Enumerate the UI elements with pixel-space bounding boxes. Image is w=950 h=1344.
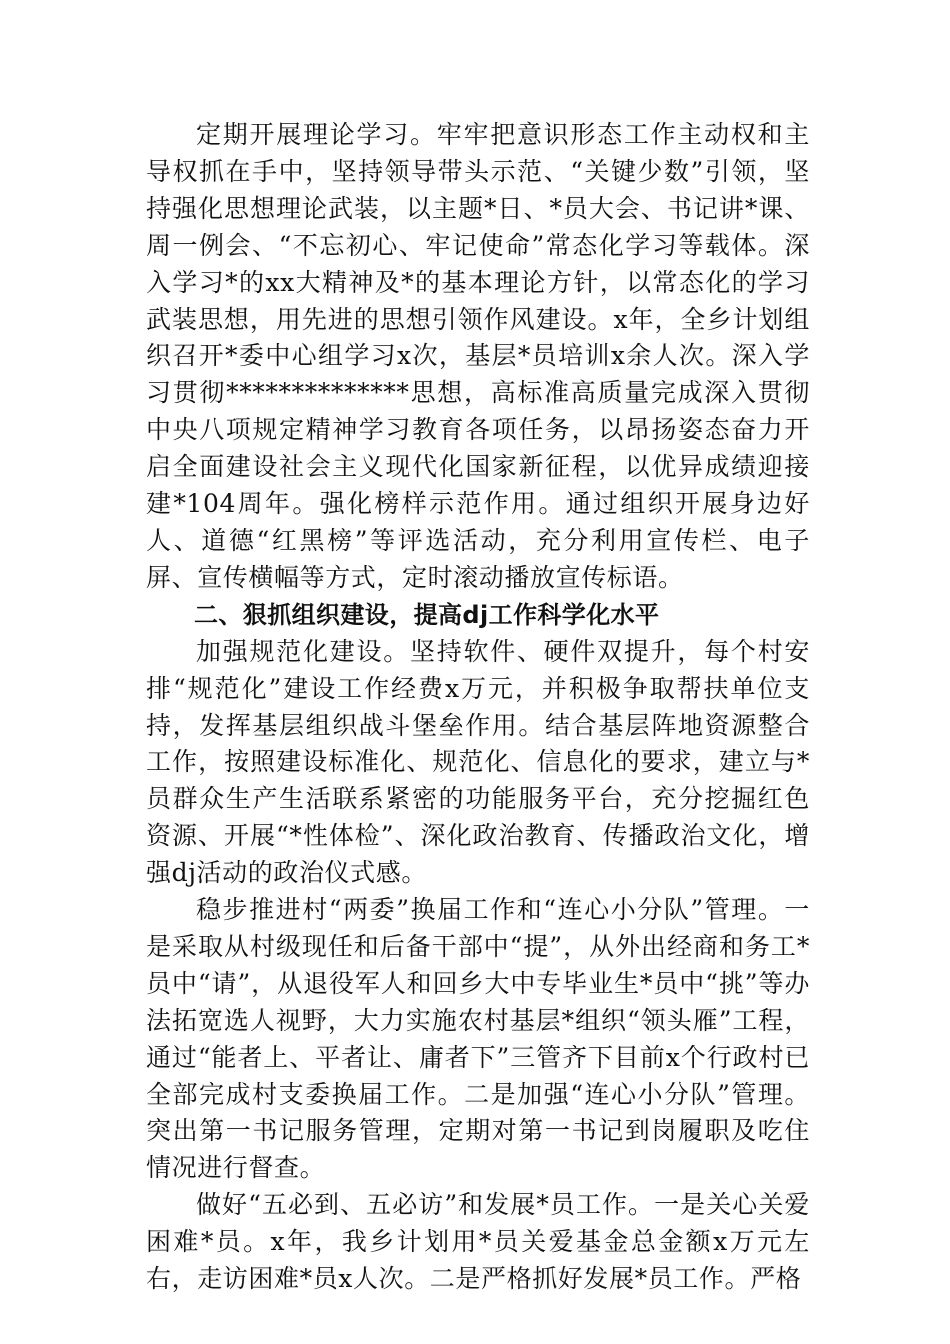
- paragraph-standardization: 加强规范化建设。坚持软件、硬件双提升，每个村安排“规范化”建设工作经费x万元，并积极争取帮扶单位支持，发挥基层组织战斗堡垒作用。结合基层阵地资源整合工作，按照建设标准化、规范化、信息化的要求，建立与*员群众生产生活联系紧密的功能服务平台，充分挖掘红色资源、开展“*性体检”、深化政治教育、传播政治文化，增强dj活动的政治仪式感。: [146, 636, 810, 888]
- document-body: [146, 117, 810, 1298]
- paragraph-village-election: 稳步推进村“两委”换届工作和“连心小分队”管理。一是采取从村级现任和后备干部中“提”，从外出经商和务工*员中“请”，从退役军人和回乡大中专毕业生*员中“挑”等办法拓宽选人视野，大力实施农村基层*组织“领头雁”工程，通过“能者上、平者让、庸者下”三管齐下目前x个行政村已全部完成村支委换届工作。二是加强“连心小分队”管理。突出第一书记服务管理，定期对第一书记到岗履职及吃住情况进行督查。: [146, 895, 810, 1183]
- section-heading-organization: 二、狠抓组织建设，提高dj工作科学化水平: [194, 600, 660, 629]
- paragraph-member-care: 做好“五必到、五必访”和发展*员工作。一是关心关爱困难*员。x年，我乡计划用*员关爱基金总金额x万元左右，走访困难*员x人次。二是严格抓好发展*员工作。严格: [146, 1190, 810, 1294]
- paragraph-theory-study: 定期开展理论学习。牢牢把意识形态工作主动权和主导权抓在手中，坚持领导带头示范、“关键少数”引领，坚持强化思想理论武装，以主题*日、*员大会、书记讲*课、周一例会、“不忘初心、牢记使命”常态化学习等载体。深入学习*的xx大精神及*的基本理论方针，以常态化的学习武装思想，用先进的思想引领作风建设。x年，全乡计划组织召开*委中心组学习x次，基层*员培训x余人次。深入学习贯彻**************思想，高标准高质量完成深入贯彻中央八项规定精神学习教育各项任务，以昂扬姿态奋力开启全面建设社会主义现代化国家新征程，以优异成绩迎接建*104周年。强化榜样示范作用。通过组织开展身边好人、道德“红黑榜”等评选活动，充分利用宣传栏、电子屏、宣传横幅等方式，定时滚动播放宣传标语。: [146, 120, 810, 592]
